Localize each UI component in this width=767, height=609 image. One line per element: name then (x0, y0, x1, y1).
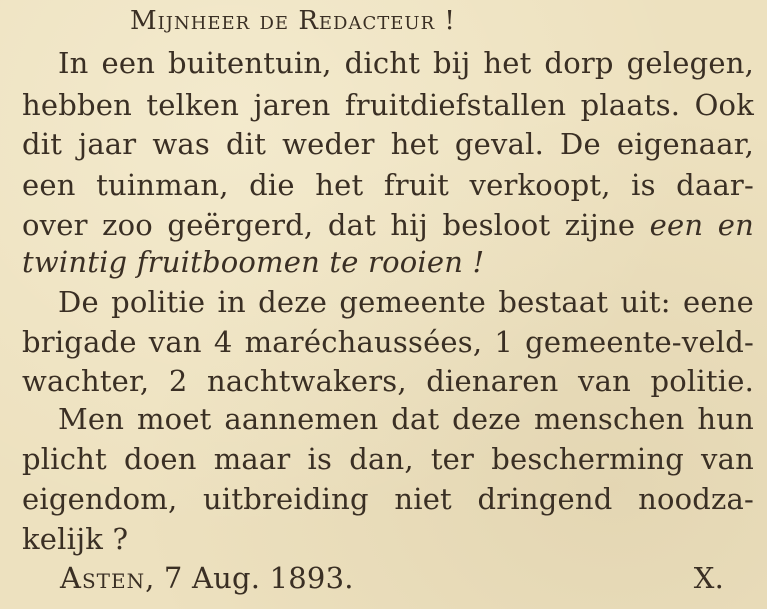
body-line-7: De politie in deze gemeente bestaat uit: eene (58, 285, 754, 319)
body-line-6: twintig fruitboomen te rooien ! (22, 245, 485, 279)
body-line-3: dit jaar was dit weder het geval. De eigenaar, (22, 127, 754, 161)
body-line-5 (22, 206, 754, 244)
salutation: Mijnheer de Redacteur ! (130, 6, 456, 36)
body-line-4: een tuinman, die het fruit verkoopt, is daar- (22, 168, 754, 202)
body-line-5-text: over zoo geërgerd, dat hij besloot zijne (22, 208, 650, 242)
body-line-11: plicht doen maar is dan, ter bescherming van (22, 442, 754, 476)
body-line-9: wachter, 2 nachtwakers, dienaren van politie. (22, 364, 754, 398)
body-line-12: eigendom, uitbreiding niet dringend noodza- (22, 482, 754, 516)
body-line-13: kelijk ? (22, 522, 129, 556)
signature: X. (693, 561, 724, 595)
place-name: Asten (60, 561, 146, 595)
date: , 7 Aug. 1893. (145, 561, 354, 595)
body-line-10: Men moet aannemen dat deze menschen hun (58, 402, 754, 436)
body-line-1: In een buitentuin, dicht bij het dorp gelegen, (58, 46, 754, 80)
place-date (60, 559, 354, 597)
body-line-8: brigade van 4 maréchaussées, 1 gemeente-veld- (22, 325, 754, 359)
body-line-2: hebben telken jaren fruitdiefstallen plaats. Ook (22, 88, 754, 122)
body-line-5-italic: een en (649, 208, 754, 242)
